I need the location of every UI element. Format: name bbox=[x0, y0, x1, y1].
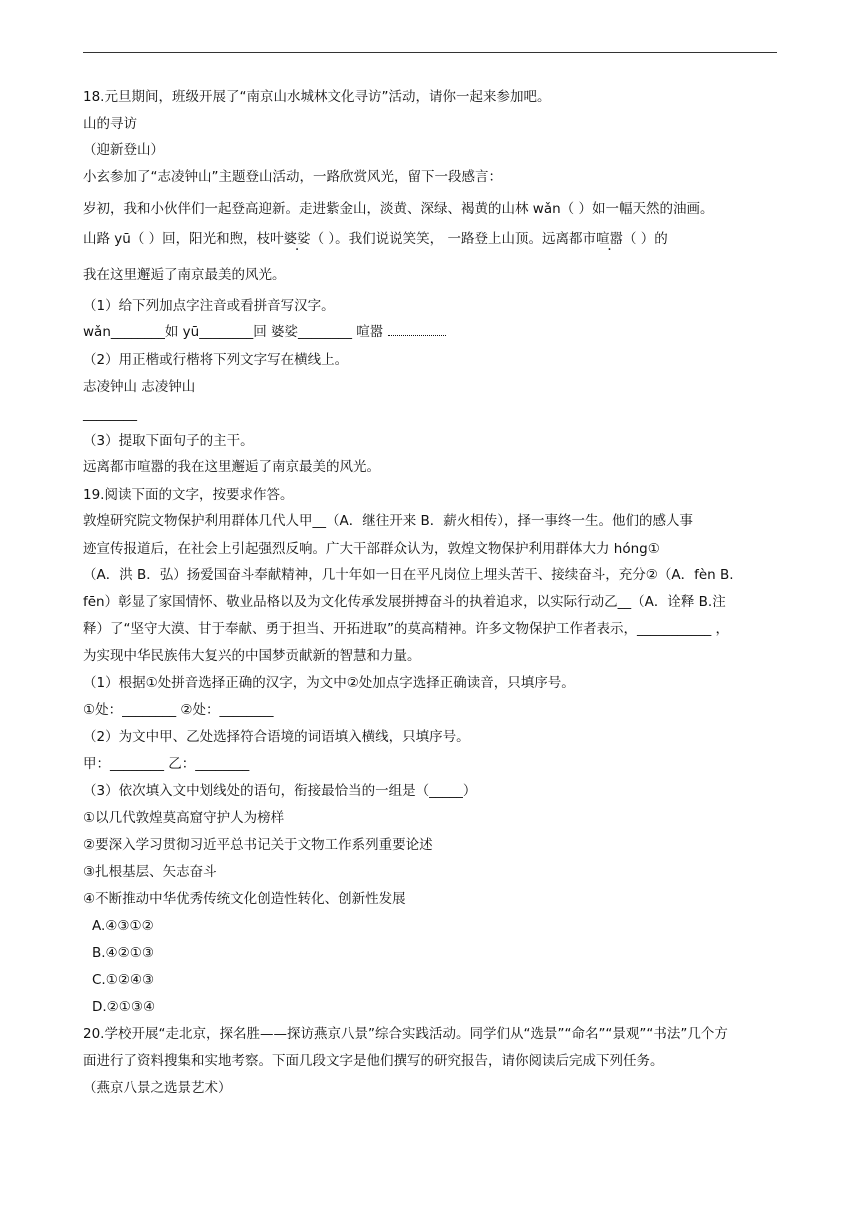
q19-q1-line[interactable]: ①处：________ ②处：________ bbox=[83, 702, 274, 718]
q18-q3: （3）提取下面句子的主干。 bbox=[83, 433, 254, 449]
q19-l4: fēn）彰显了家国情怀、敬业品格以及为文化传承发展拼搏奋斗的执着追求，以实际行动乙__（A．诠释 B.注 bbox=[83, 594, 726, 610]
option-2: ②要深入学习贯彻习近平总书记关于文物工作系列重要论述 bbox=[83, 837, 433, 853]
option-3: ③扎根基层、矢志奋斗 bbox=[83, 864, 217, 880]
q20-l3: （燕京八景之选景艺术） bbox=[83, 1080, 232, 1096]
q18-p2 bbox=[83, 230, 668, 248]
dotted-word-xuanxiao: 喧嚣 bbox=[595, 231, 623, 247]
q18-q2-text: 志凌钟山 志凌钟山 bbox=[83, 379, 196, 395]
q19-q3: （3）依次填入文中划线处的语句，衔接最恰当的一组是（_____） bbox=[83, 783, 477, 799]
q19-l1: 敦煌研究院文物保护利用群体几代人甲__（A．继往开来 B．薪火相传），择一事终一生。他们的感人事 bbox=[83, 513, 694, 529]
choice-b[interactable]: B.④②①③ bbox=[92, 945, 154, 961]
q18-intro: 小玄参加了“志凌钟山”主题登山活动，一路欣赏风光，留下一段感言： bbox=[83, 169, 502, 185]
dotted-word-posuo: 婆娑 bbox=[283, 231, 311, 247]
q18-title: 18.元旦期间，班级开展了“南京山水城林文化寻访”活动，请你一起来参加吧。 bbox=[83, 89, 551, 105]
q18-sub: （迎新登山） bbox=[83, 142, 164, 158]
q18-p2-c: （ ）的 bbox=[622, 231, 668, 247]
q18-q2-blank[interactable]: ________ bbox=[83, 406, 137, 422]
q19-l2: 迹宣传报道后，在社会上引起强烈反响。广大干部群众认为，敦煌文物保护利用群体大力 hóng① bbox=[83, 541, 660, 557]
choice-a[interactable]: A.④③①② bbox=[92, 918, 154, 934]
q19-l3: （A．洪 B．弘）扬爱国奋斗奉献精神，几十年如一日在平凡岗位上埋头苦干、接续奋斗，充分②（A．fèn B. bbox=[83, 567, 734, 583]
q18-q1-blanks: wǎn________如 yū________回 婆娑________ 喧嚣 bbox=[83, 324, 388, 340]
header-rule bbox=[83, 52, 777, 53]
q18-q3-text: 远离都市喧嚣的我在这里邂逅了南京最美的风光。 bbox=[83, 459, 380, 475]
q20-l1: 20.学校开展“走北京，探名胜——探访燕京八景”综合实践活动。同学们从“选景”“命名”“景观”“书法”几个方 bbox=[83, 1026, 728, 1042]
choice-c[interactable]: C.①②④③ bbox=[92, 972, 155, 988]
q18-p2-b: （ ）。我们说说笑笑， 一路登上山顶。远离都市 bbox=[310, 231, 596, 247]
answer-blank[interactable] bbox=[388, 323, 446, 336]
q18-section: 山的寻访 bbox=[83, 116, 137, 132]
q19-l5: 释）了“坚守大漠、甘于奉献、勇于担当、开拓进取”的莫高精神。许多文物保护工作者表示，___________ ， bbox=[83, 621, 730, 637]
q19-q2-line[interactable]: 甲：________ 乙：________ bbox=[83, 756, 250, 772]
q18-q1-line bbox=[83, 323, 446, 341]
q18-p2-a: 山路 yū（ ）回，阳光和煦，枝叶 bbox=[83, 231, 284, 247]
q19-l6: 为实现中华民族伟大复兴的中国梦贡献新的智慧和力量。 bbox=[83, 648, 421, 664]
option-1: ①以几代敦煌莫高窟守护人为榜样 bbox=[83, 810, 285, 826]
q19-q1: （1）根据①处拼音选择正确的汉字，为文中②处加点字选择正确读音，只填序号。 bbox=[83, 675, 575, 691]
q20-l2: 面进行了资料搜集和实地考察。下面几段文字是他们撰写的研究报告，请你阅读后完成下列任务。 bbox=[83, 1053, 664, 1069]
q18-q1: （1）给下列加点字注音或看拼音写汉字。 bbox=[83, 298, 335, 314]
option-4: ④不断推动中华优秀传统文化创造性转化、创新性发展 bbox=[83, 891, 406, 907]
choice-d[interactable]: D.②①③④ bbox=[92, 999, 156, 1015]
q18-p1: 岁初，我和小伙伴们一起登高迎新。走进紫金山，淡黄、深绿、褐黄的山林 wǎn（ ）如一幅天然的油画。 bbox=[83, 201, 714, 217]
q19-q2: （2）为文中甲、乙处选择符合语境的词语填入横线，只填序号。 bbox=[83, 729, 470, 745]
q18-q2: （2）用正楷或行楷将下列文字写在横线上。 bbox=[83, 352, 349, 368]
q18-p3: 我在这里邂逅了南京最美的风光。 bbox=[83, 267, 286, 283]
q19-title: 19.阅读下面的文字，按要求作答。 bbox=[83, 487, 294, 503]
